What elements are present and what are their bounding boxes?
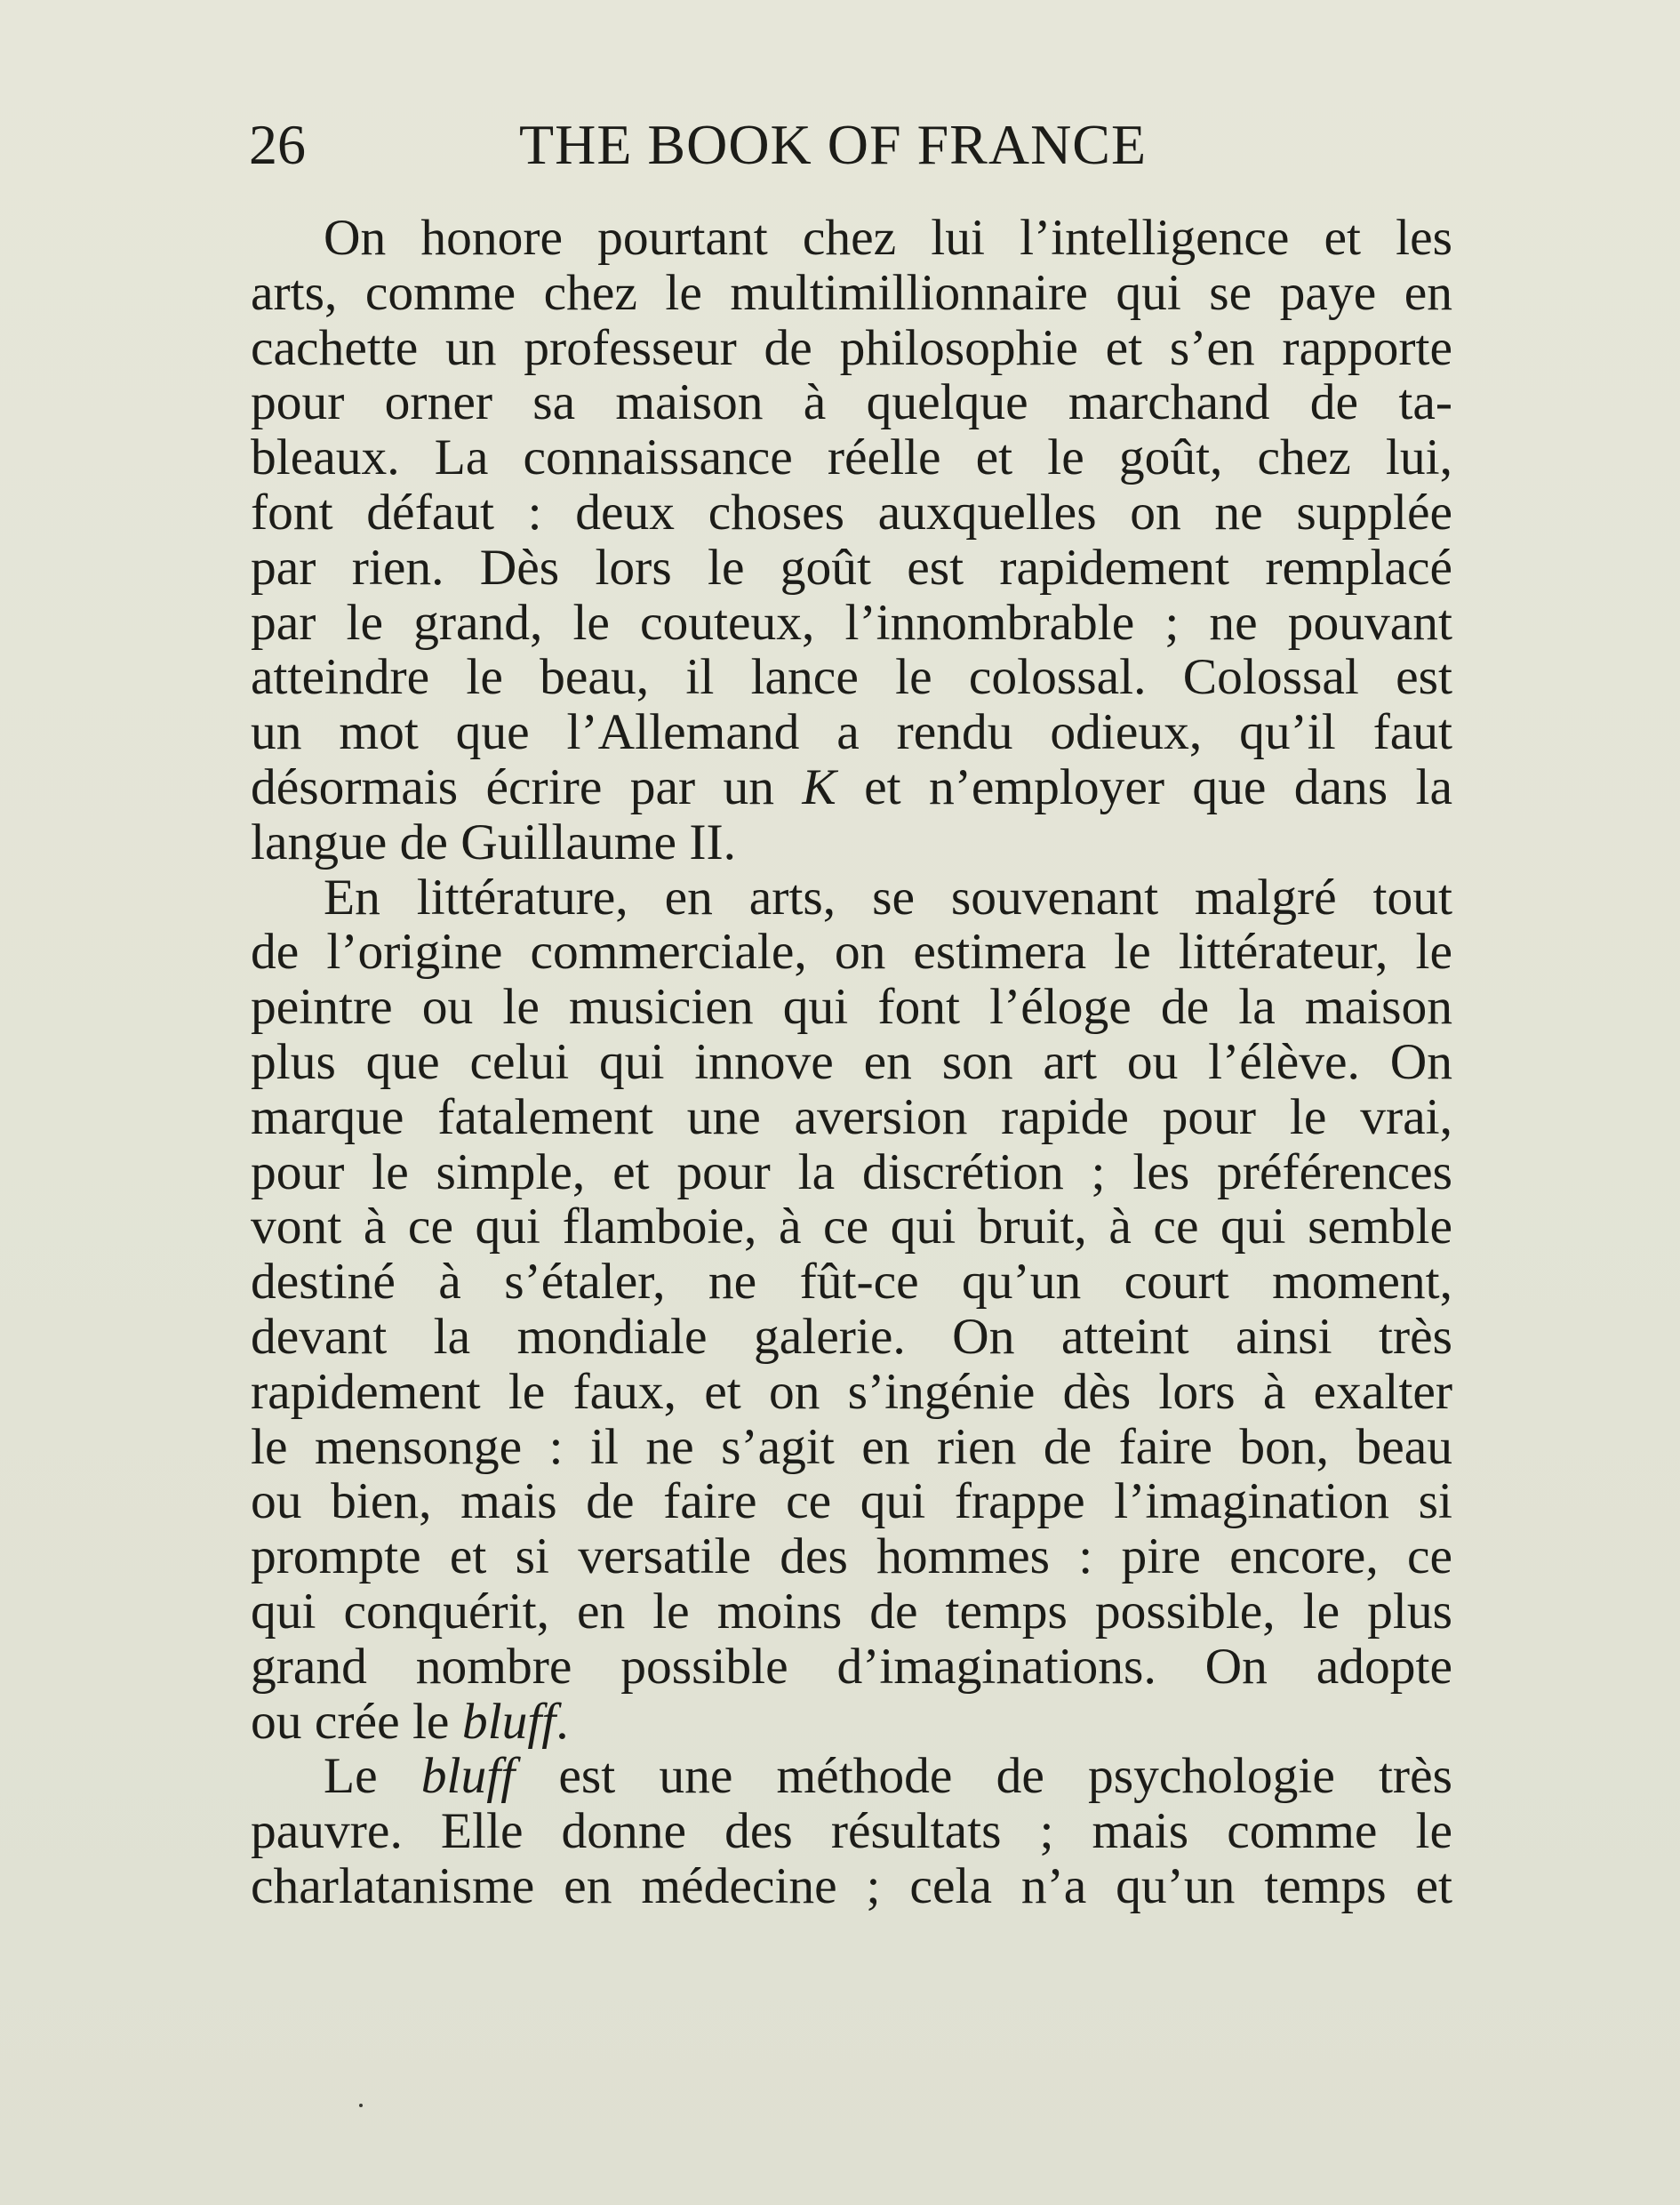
text-run: Le [324, 1748, 421, 1805]
text-line: pauvre. Elle donne des résultats ; mais comme le [251, 1803, 1452, 1860]
text-line: vont à ce qui flamboie, à ce qui bruit, à ce qui semble [251, 1199, 1452, 1255]
text-line: charlatanisme en médecine ; cela n’a qu’un temps et [251, 1857, 1452, 1914]
text-line: ou bien, mais de faire ce qui frappe l’imagination si [251, 1473, 1452, 1530]
text-line: de l’origine commerciale, on estimera le littérateur, le [251, 924, 1452, 981]
text-line: plus que celui qui innove en son art ou l’élève. On [251, 1033, 1452, 1090]
text-line: pour le simple, et pour la discrétion ; les préférences [251, 1143, 1452, 1200]
text-line: arts, comme chez le multimillionnaire qui se paye en [251, 264, 1452, 321]
text-line-with-italic [251, 1695, 1452, 1750]
text-line: par le grand, le couteux, l’innombrable ; ne pouvant [251, 594, 1452, 651]
book-title: THE BOOK OF FRANCE [519, 113, 1148, 176]
text-line: cachette un professeur de philosophie et s’en rapporte [251, 319, 1452, 376]
text-line: pour orner sa maison à quelque marchand de ta- [251, 374, 1452, 431]
text-line: par rien. Dès lors le goût est rapidement remplacé [251, 539, 1452, 596]
text-run: et n’employer que dans la [836, 758, 1452, 815]
paragraph-3 [251, 1749, 1452, 1913]
text-line: En littérature, en arts, se souvenant malgré tout [324, 869, 1452, 926]
text-line: le mensonge : il ne s’agit en rien de faire bon, beau [251, 1418, 1452, 1475]
text-line: grand nombre possible d’imaginations. On adopte [251, 1638, 1452, 1695]
text-line: prompte et si versatile des hommes : pire encore, ce [251, 1528, 1452, 1585]
text-line: font défaut : deux choses auxquelles on ne supplée [251, 484, 1452, 541]
italic-word: bluff [461, 1693, 556, 1750]
text-line-with-italic [251, 760, 1452, 815]
text-line: un mot que l’Allemand a rendu odieux, qu’il faut [251, 704, 1452, 761]
text-line: qui conquérit, en le moins de temps possible, le plus [251, 1583, 1452, 1640]
text-run: . [556, 1693, 569, 1750]
paper-speck [359, 2104, 363, 2107]
text-line: marque fatalement une aversion rapide pour le vrai, [251, 1088, 1452, 1145]
page-number: 26 [249, 113, 306, 176]
italic-letter: K [802, 758, 836, 815]
running-head [249, 105, 1451, 185]
text-line-with-italic [251, 1749, 1452, 1804]
text-run: ou crée le [251, 1693, 462, 1750]
text-line: langue de Guillaume II. [251, 814, 737, 870]
text-line: devant la mondiale galerie. On atteint ainsi très [251, 1308, 1452, 1365]
text-run: désormais écrire par un [251, 758, 803, 815]
italic-word: bluff [420, 1748, 516, 1805]
text-line: rapidement le faux, et on s’ingénie dès lors à exalter [251, 1363, 1452, 1420]
paragraph-1 [251, 211, 1452, 870]
text-line: peintre ou le musicien qui font l’éloge de la maison [251, 979, 1452, 1036]
body-text [251, 211, 1452, 1914]
text-line: atteindre le beau, il lance le colossal. Colossal est [251, 649, 1452, 706]
text-line: bleaux. La connaissance réelle et le goût, chez lui, [251, 429, 1452, 486]
text-line: On honore pourtant chez lui l’intelligence et les [324, 210, 1452, 266]
text-run: est une méthode de psychologie très [515, 1748, 1452, 1805]
text-line: destiné à s’étaler, ne fût-ce qu’un court moment, [251, 1254, 1452, 1311]
paragraph-2 [251, 870, 1452, 1750]
